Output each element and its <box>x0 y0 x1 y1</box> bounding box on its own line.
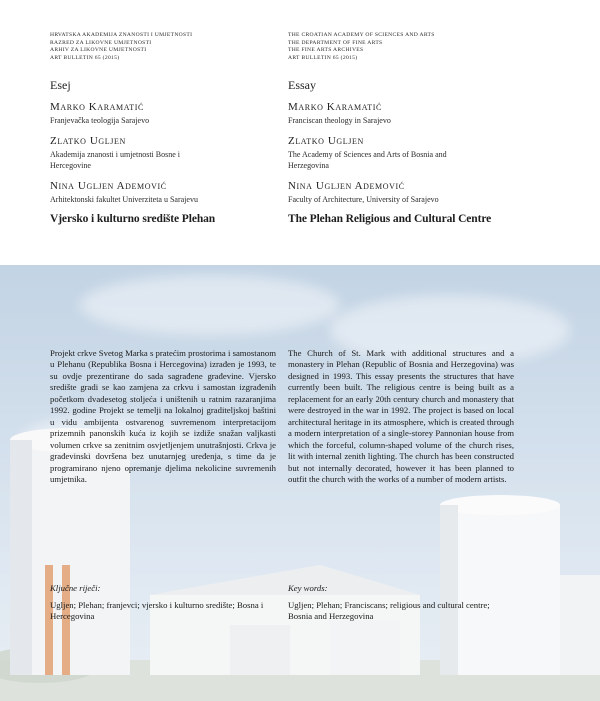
author-block <box>288 100 528 126</box>
institution-line: RAZRED ZA LIKOVNE UMJETNOSTI <box>50 39 152 46</box>
author-block <box>288 179 528 205</box>
author-name: Nina Ugljen Ademović <box>288 180 405 192</box>
institution-line: ARHIV ZA LIKOVNE UMJETNOSTI <box>50 47 147 54</box>
abstract-right: The Church of St. Mark with additional structures and a monastery in Plehan (Republic of Bosnia and Herzegovina) was designed in 1993. This essay presents the structures that have currently been built. The religious centre is being built as a replacement for an early 20th century church and monastery that were destroyed in the war in 1992. The project is based on local architectural heritage in its atmosphere, which is created through a modern interpretation of a single-storey Pannonian house from which the forceful, column-shaped volume of the church rises, lit with internal zenith lighting. The church has been constructed but not internally decorated, however it has been planned to outfit the church with the works of a number of modern artists. <box>288 348 514 484</box>
author-affiliation: Franjevačka teologija Sarajevo <box>50 116 150 125</box>
institution-line: THE CROATIAN ACADEMY OF SCIENCES AND ARTS <box>288 32 435 38</box>
institution-line: THE DEPARTMENT OF FINE ARTS <box>288 39 383 46</box>
institution-line: THE FINE ARTS ARCHIVES <box>288 47 364 54</box>
authors-right <box>288 100 528 225</box>
article-title-right: The Plehan Religious and Cultural Centre <box>288 213 492 225</box>
author-block <box>288 134 528 171</box>
section-label-left: Esej <box>50 78 71 92</box>
institution-line: ART BULLETIN 65 (2015) <box>50 54 120 61</box>
institution-header-right <box>288 32 528 62</box>
abstract-left: Projekt crkve Svetog Marka s pratećim prostorima i samostanom u Plehanu (Republika Bosna i Hercegovina) izrađen je 1993, te su ovdje prezentirane do sada sagrađene građevine. Vjersko središte gradi se kao zamjena za crkvu i samostan izgrađenih početkom dvadesetog stoljeća i uništenih u ratnim razaranjima 1992. godine Projekt se temelji na lokalnoj graditeljskoj baštini u vidu ambijenta ostvarenog suvremenom interpretacijom prizemnih panonskih kuća iz kojih se izdiže snažan valjkasti volumen crkve sa zenitnim osvjetljenjem unutrašnjosti. Crkva je građevinski dovršena bez unutarnjeg uređenja, s time da je programirano njeno opremanje djelima nekolicine suvremenih umjetnika. <box>50 348 276 484</box>
author-block <box>50 134 290 171</box>
keywords-label-right: Key words: <box>288 583 328 593</box>
author-name: Zlatko Ugljen <box>288 135 364 147</box>
author-affiliation: Arhitektonski fakultet Univerziteta u Sarajevu <box>50 195 198 204</box>
institution-line: HRVATSKA AKADEMIJA ZNANOSTI I UMJETNOSTI <box>50 32 193 38</box>
keywords-label-left: Ključne riječi: <box>50 583 101 593</box>
author-name: Nina Ugljen Ademović <box>50 180 167 192</box>
article-title-left: Vjersko i kulturno središte Plehan <box>50 213 216 225</box>
author-name: Marko Karamatić <box>50 101 144 113</box>
keywords-right: Ugljen; Plehan; Franciscans; religious and cultural centre; Bosnia and Herzegovina <box>288 600 490 622</box>
author-affiliation: Akademija znanosti i umjetnosti Bosne i Hercegovine <box>50 150 180 170</box>
author-block <box>50 179 290 205</box>
authors-left <box>50 100 290 225</box>
author-affiliation: Franciscan theology in Sarajevo <box>288 116 391 125</box>
author-name: Zlatko Ugljen <box>50 135 126 147</box>
section-label-right: Essay <box>288 78 316 92</box>
author-block <box>50 100 290 126</box>
author-affiliation: The Academy of Sciences and Arts of Bosnia and Herzegovina <box>288 150 447 170</box>
author-name: Marko Karamatić <box>288 101 382 113</box>
keywords-left: Ugljen; Plehan; franjevci; vjersko i kulturno središte; Bosna i Hercegovina <box>50 600 264 622</box>
institution-header-left <box>50 32 290 62</box>
author-affiliation: Faculty of Architecture, University of Sarajevo <box>288 195 439 204</box>
institution-line: ART BULLETIN 65 (2015) <box>288 54 358 61</box>
